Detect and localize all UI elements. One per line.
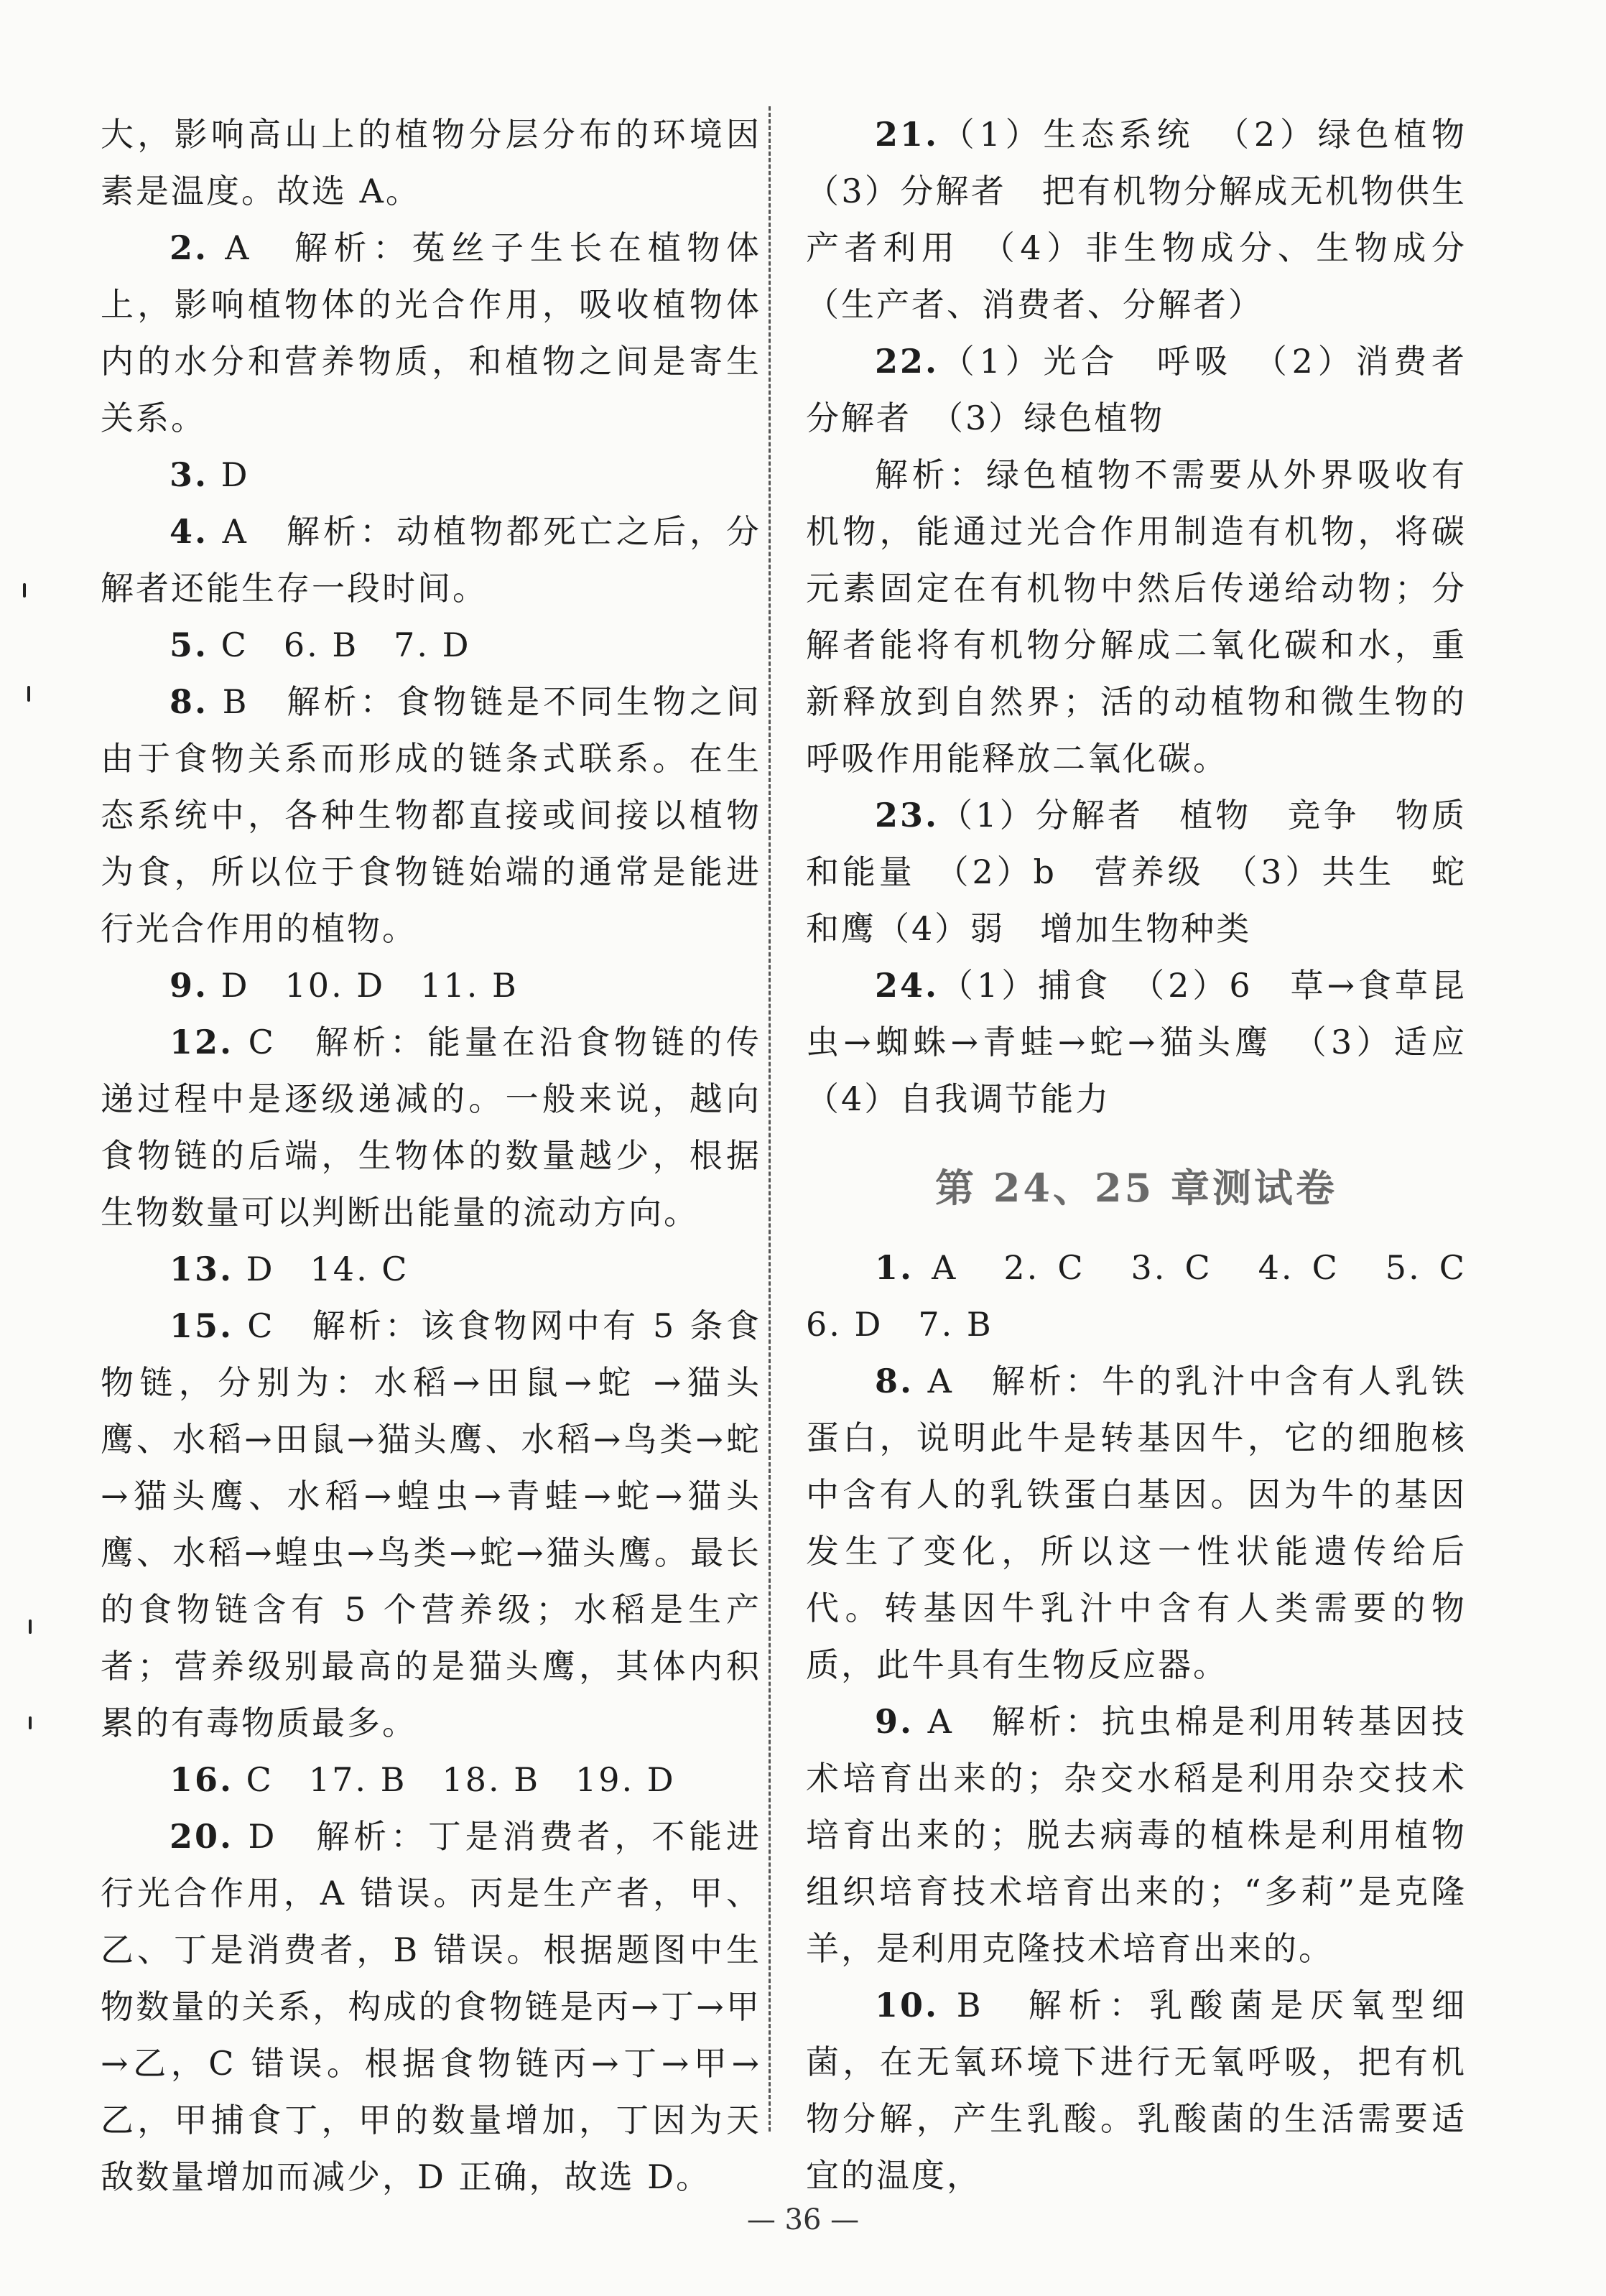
answer-text: D xyxy=(208,455,250,494)
answer-text: （1）分解者 植物 竞争 物质和能量 （2）b 营养级 （3）共生 蛇和鹰（4）弱 增加生物种类 xyxy=(806,796,1467,948)
answer-paragraph xyxy=(101,674,761,957)
question-number: 9. xyxy=(875,1702,914,1741)
question-number: 3. xyxy=(170,455,209,494)
answer-text: （1）捕食 （2）6 草→食草昆虫→蜘蛛→青蛙→蛇→猫头鹰 （3）适应（4）自我调节能力 xyxy=(806,966,1467,1118)
answer-paragraph xyxy=(101,1298,761,1752)
answer-text: B 解析：食物链是不同生物之间由于食物关系而形成的链条式联系。在生态系统中，各种生物都直接或间接以植物为食，所以位于食物链始端的通常是能进行光合作用的植物。 xyxy=(101,682,761,948)
answer-text: A 2. C 3. C 4. C 5. C 6. D 7. B xyxy=(806,1248,1502,1344)
answer-text: A 解析：菟丝子生长在植物体上，影响植物体的光合作用，吸收植物体内的水分和营养物质，和植物之间是寄生关系。 xyxy=(101,228,761,437)
answers-part-1 xyxy=(806,106,1502,1128)
answer-text: C 6. B 7. D xyxy=(208,626,471,664)
answer-paragraph xyxy=(806,1977,1467,2204)
answer-paragraph xyxy=(806,1693,1467,1977)
question-number: 10. xyxy=(875,1986,939,2025)
answer-text: D 10. D 11. B xyxy=(208,966,519,1005)
scan-mark xyxy=(23,583,26,598)
answer-paragraph xyxy=(101,617,761,674)
answer-text: D 解析：丁是消费者，不能进行光合作用，A 错误。丙是生产者，甲、乙、丁是消费者，B 错误。根据题图中生物数量的关系，构成的食物链是丙→丁→甲→乙，C 错误。根据食物链丙→丁→甲→乙，甲捕食丁，甲的数量增加，丁因为天敌数量增加而减少，D 正确，故选 D。 xyxy=(101,1817,761,2196)
answer-text: A 解析：牛的乳汁中含有人乳铁蛋白，说明此牛是转基因牛，它的细胞核中含有人的乳铁蛋白基因。因为牛的基因发生了变化，所以这一性状能遗传给后代。转基因牛乳汁中含有人类需要的物质，此牛具有生物反应器。 xyxy=(806,1362,1467,1684)
scan-mark xyxy=(29,1716,32,1729)
question-number: 23. xyxy=(875,796,939,835)
question-number: 4. xyxy=(170,512,209,551)
question-number: 20. xyxy=(170,1817,234,1856)
column-divider xyxy=(769,106,771,2132)
answer-text: 大，影响高山上的植物分层分布的环境因素是温度。故选 A。 xyxy=(101,115,761,210)
question-number: 13. xyxy=(170,1250,234,1288)
answers-part-2 xyxy=(806,1240,1502,2204)
answer-paragraph xyxy=(806,1240,1502,1353)
answer-paragraph xyxy=(806,787,1467,957)
section-title: 第 24、25 章测试卷 xyxy=(935,1165,1337,1211)
question-number: 22. xyxy=(875,342,939,381)
answer-text: A 解析：抗虫棉是利用转基因技术培育出来的；杂交水稻是利用杂交技术培育出来的；脱去病毒的植株是利用植物组织培育技术培育出来的；“多莉”是克隆羊，是利用克隆技术培育出来的。 xyxy=(806,1702,1467,1968)
answer-paragraph xyxy=(101,1752,761,1808)
question-number: 16. xyxy=(170,1760,234,1799)
right-column xyxy=(806,106,1502,2204)
question-number: 1. xyxy=(875,1248,914,1287)
scan-mark xyxy=(29,1619,32,1634)
question-number: 12. xyxy=(170,1023,234,1061)
answer-text: （1）生态系统 （2）绿色植物（3）分解者 把有机物分解成无机物供生产者利用 （4）非生物成分、生物成分（生产者、消费者、分解者） xyxy=(806,115,1467,324)
answer-paragraph xyxy=(101,447,761,503)
answer-paragraph xyxy=(101,957,761,1014)
answer-paragraph xyxy=(101,1241,761,1298)
question-number: 24. xyxy=(875,966,939,1005)
left-column xyxy=(101,106,761,2206)
answer-paragraph xyxy=(101,220,761,447)
question-number: 21. xyxy=(875,115,939,154)
answer-text: （1）光合 呼吸 （2）消费者 分解者 （3）绿色植物 xyxy=(806,342,1502,437)
answer-paragraph xyxy=(101,1808,761,2206)
question-number: 15. xyxy=(170,1306,234,1345)
answer-paragraph xyxy=(806,957,1467,1128)
answer-text: B 解析：乳酸菌是厌氧型细菌，在无氧环境下进行无氧呼吸，把有机物分解，产生乳酸。乳酸菌的生活需要适宜的温度， xyxy=(806,1986,1467,2195)
question-number: 9. xyxy=(170,966,209,1005)
answer-text: C 解析：能量在沿食物链的传递过程中是逐级递减的。一般来说，越向食物链的后端，生物体的数量越少，根据生物数量可以判断出能量的流动方向。 xyxy=(101,1023,761,1232)
answer-paragraph xyxy=(101,503,761,617)
question-number: 8. xyxy=(875,1362,914,1400)
answer-text: A 解析：动植物都死亡之后，分解者还能生存一段时间。 xyxy=(101,512,761,608)
answer-paragraph xyxy=(101,1014,761,1241)
question-number: 2. xyxy=(170,228,209,267)
answer-paragraph xyxy=(101,106,761,220)
answer-paragraph xyxy=(806,447,1467,787)
page-number: — 36 — xyxy=(746,2203,860,2236)
scan-mark xyxy=(27,686,30,702)
answer-paragraph xyxy=(806,1353,1467,1693)
answer-paragraph xyxy=(806,333,1502,447)
answer-text: C 解析：该食物网中有 5 条食物链，分别为：水稻→田鼠→蛇 →猫头鹰、水稻→田鼠→猫头鹰、水稻→鸟类→蛇→猫头鹰、水稻→蝗虫→青蛙→蛇→猫头鹰、水稻→蝗虫→鸟类→蛇→猫头鹰。最长的食物链含有 5 个营养级；水稻是生产者；营养级别最高的是猫头鹰，其体内积累的有毒物质最多。 xyxy=(101,1306,761,1742)
answer-text: C 17. B 18. B 19. D xyxy=(233,1760,676,1799)
question-number: 8. xyxy=(170,682,209,721)
answer-paragraph xyxy=(806,106,1467,333)
answer-text: 解析：绿色植物不需要从外界吸收有机物，能通过光合作用制造有机物，将碳元素固定在有机物中然后传递给动物；分解者能将有机物分解成二氧化碳和水，重新释放到自然界；活的动植物和微生物的呼吸作用能释放二氧化碳。 xyxy=(806,455,1467,778)
question-number: 5. xyxy=(170,626,209,664)
answer-text: D 14. C xyxy=(233,1250,409,1288)
